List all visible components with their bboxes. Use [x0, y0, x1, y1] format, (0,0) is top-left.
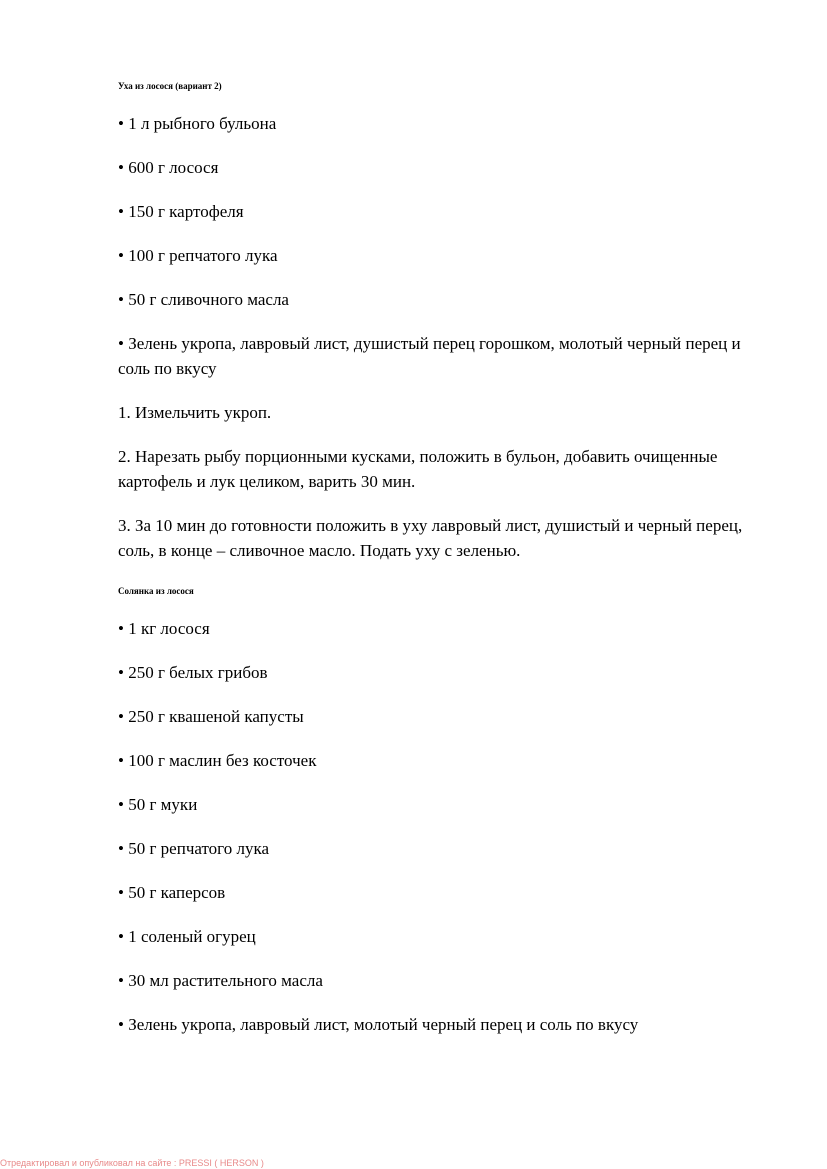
ingredient-item: • 600 г лосося [118, 158, 219, 177]
ingredient-item: • 50 г муки [118, 795, 198, 814]
ingredient-item: • 50 г сливочного масла [118, 290, 289, 309]
ingredient-item: • 1 кг лосося [118, 619, 210, 638]
ingredient-item: • 250 г квашеной капусты [118, 707, 304, 726]
ingredient-item: • 30 мл растительного масла [118, 971, 323, 990]
document-page [118, 0, 768, 1037]
ingredient-item: • 150 г картофеля [118, 202, 244, 221]
ingredient-item: • 100 г маслин без косточек [118, 751, 317, 770]
ingredient-item: • Зелень укропа, лавровый лист, душистый перец горошком, молотый черный перец и соль по вкусу [118, 334, 741, 378]
step-item: 2. Нарезать рыбу порционными кусками, положить в бульон, добавить очищенные картофель и лук целиком, варить 30 мин. [118, 447, 718, 491]
ingredient-item: • 1 соленый огурец [118, 927, 256, 946]
ingredient-item: • 50 г репчатого лука [118, 839, 270, 858]
ingredient-item: • Зелень укропа, лавровый лист, молотый черный перец и соль по вкусу [118, 1015, 639, 1034]
publisher-footer: Отредактировал и опубликовал на сайте : PRESSI ( HERSON ) [0, 1158, 264, 1168]
ingredient-item: • 250 г белых грибов [118, 663, 268, 682]
ingredient-item: • 100 г репчатого лука [118, 246, 278, 265]
step-item: 1. Измельчить укроп. [118, 403, 272, 422]
recipe-title-solyanka: Солянка из лосося [118, 586, 194, 596]
ingredient-item: • 50 г каперсов [118, 883, 226, 902]
ingredient-item: • 1 л рыбного бульона [118, 114, 277, 133]
step-item: 3. За 10 мин до готовности положить в уху лавровый лист, душистый и черный перец, соль, в конце – сливочное масло. Подать уху с зеленью. [118, 516, 743, 560]
recipe-title-ukha: Уха из лосося (вариант 2) [118, 81, 222, 91]
